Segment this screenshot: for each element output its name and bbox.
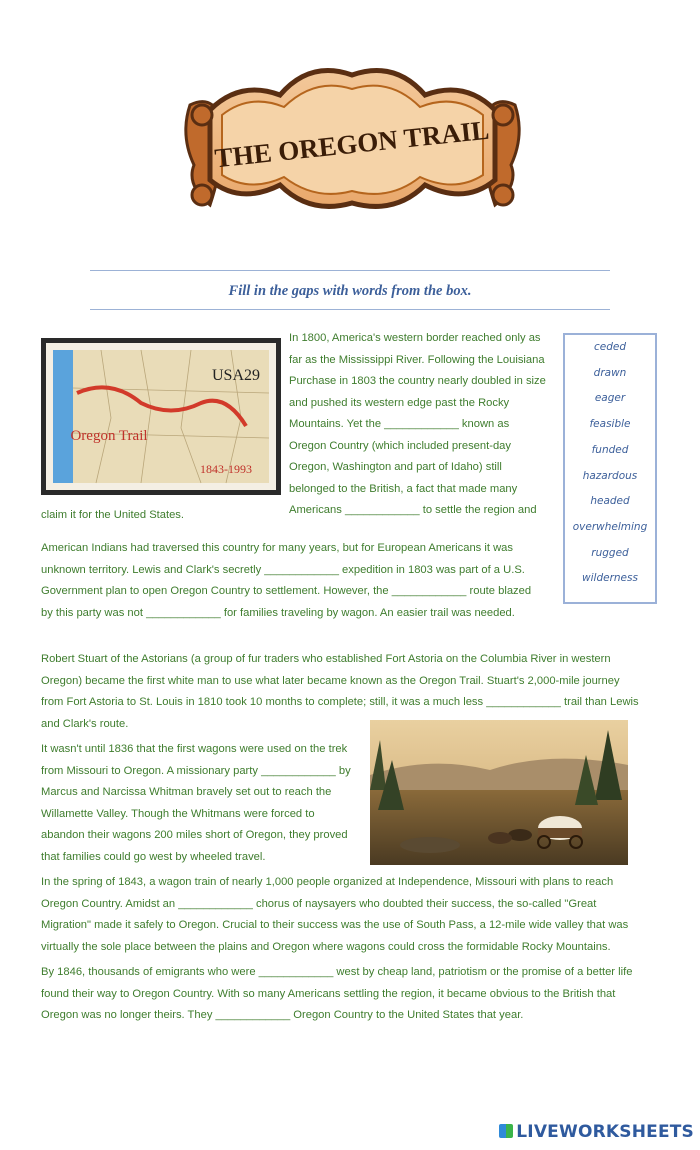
oregon-trail-stamp	[41, 338, 281, 495]
p1-line: Purchase in 1803 the country nearly doubled in size	[289, 375, 546, 387]
word-bank-item: rugged	[591, 546, 629, 559]
instructions: Fill in the gaps with words from the box.	[228, 283, 472, 299]
word-bank-item: drawn	[593, 366, 627, 379]
p4-line: from Missouri to Oregon. A missionary party ____________ by	[41, 764, 351, 777]
paragraph-5	[41, 872, 628, 958]
bottom-divider	[90, 309, 610, 310]
p1-line: far as the Mississippi River. Following the Louisiana	[289, 353, 545, 366]
word-bank-item: ceded	[593, 341, 627, 353]
paragraph-4	[41, 739, 351, 868]
p2-line: Government plan to open Oregon Country to settlement. However, the ____________ route blazed	[41, 585, 532, 597]
p5-line: Oregon Country. Amidst an ____________ chorus of naysayers who doubted their success, the so-called "Great	[41, 897, 597, 910]
p4-line: Willamette Valley. Though the Whitmans were forced to	[41, 807, 315, 820]
p2-line: by this party was not ____________ for families traveling by wagon. An easier trail was needed.	[41, 606, 515, 619]
banner-title: THE OREGON TRAIL	[213, 114, 491, 174]
word-bank-item: feasible	[589, 418, 631, 431]
word-bank-item: eager	[594, 392, 626, 405]
p2-line: unknown territory. Lewis and Clark's secretly ____________ expedition in 1803 was part of a U.S.	[41, 563, 525, 576]
p4-line: It wasn't until 1836 that the first wagons were used on the trek	[41, 743, 348, 755]
p1-line: In 1800, America's western border reached only as	[289, 332, 541, 344]
p1-line: Oregon Country (which included present-day	[289, 439, 512, 452]
p5-line: virtually the sole place between the plains and Oregon where wagons could cross the formidable Rocky Mountains.	[41, 940, 611, 953]
word-bank-item: hazardous	[582, 469, 638, 482]
wagon-train-painting	[370, 720, 628, 865]
liveworksheets-logo	[499, 1122, 694, 1142]
p3-line: Robert Stuart of the Astorians (a group of fur traders who established Fort Astoria on the Columbia River in western	[41, 653, 611, 665]
word-bank-item: funded	[591, 443, 629, 456]
word-bank-item: wilderness	[582, 572, 638, 585]
stamp-denomination: USA29	[211, 367, 261, 384]
word-bank-item: headed	[590, 495, 630, 508]
logo-text: LIVEWORKSHEETS	[516, 1122, 694, 1142]
top-divider	[90, 270, 610, 271]
p3-line: from Fort Astoria to St. Louis in 1810 took 10 months to complete; still, it was a much less ____________ trail than Lewis	[41, 696, 639, 708]
liveworksheets-mark-icon	[499, 1124, 513, 1138]
p1-last-line: claim it for the United States.	[41, 509, 185, 521]
p6-line: found their way to Oregon Country. With so many Americans settling the region, it became obvious to the British that	[41, 987, 616, 1000]
p6-line: Oregon was no longer theirs. They ____________ Oregon Country to the United States that year.	[41, 1009, 524, 1021]
stamp-years: 1843-1993	[200, 462, 252, 476]
oregon-trail-banner	[180, 55, 525, 220]
p4-line: Marcus and Narcissa Whitman bravely set out to reach the	[41, 786, 332, 798]
p5-line: Migration" made it safely to Oregon. Crucial to their success was the use of South Pass, a 12-mile wide valley that was	[41, 919, 629, 931]
paragraph-1	[289, 328, 546, 522]
p1-line: Oregon, Washington and part of Idaho) still	[289, 461, 502, 473]
p2-line: American Indians had traversed this country for many years, but for European Americans it was	[41, 542, 513, 554]
p1-line: and pushed its western edge past the Rocky	[289, 396, 510, 409]
p1-line: Americans ____________ to settle the region and	[289, 504, 537, 516]
p3-line: and Clark's route.	[41, 717, 129, 730]
stamp-label: Oregon Trail	[70, 428, 148, 444]
paragraph-2	[41, 538, 531, 624]
p1-line: belonged to the British, a fact that made many	[289, 482, 518, 495]
word-bank	[563, 333, 657, 604]
paragraph-6	[41, 962, 632, 1027]
p3-line: Oregon) became the first white man to use what later became known as the Oregon Trail. Stuart's 2,000-mile journey	[41, 674, 620, 687]
p5-line: In the spring of 1843, a wagon train of nearly 1,000 people organized at Independence, Missouri with plans to reach	[41, 876, 614, 888]
p1-line: Mountains. Yet the ____________ known as	[289, 418, 510, 430]
p6-line: By 1846, thousands of emigrants who were ____________ west by cheap land, patriotism or the promise of a better life	[41, 966, 633, 978]
p4-line: that families could go west by wheeled travel.	[41, 850, 266, 863]
word-bank-item: overwhelming	[572, 520, 648, 533]
p4-line: abandon their wagons 200 miles short of Oregon, they proved	[41, 829, 348, 841]
